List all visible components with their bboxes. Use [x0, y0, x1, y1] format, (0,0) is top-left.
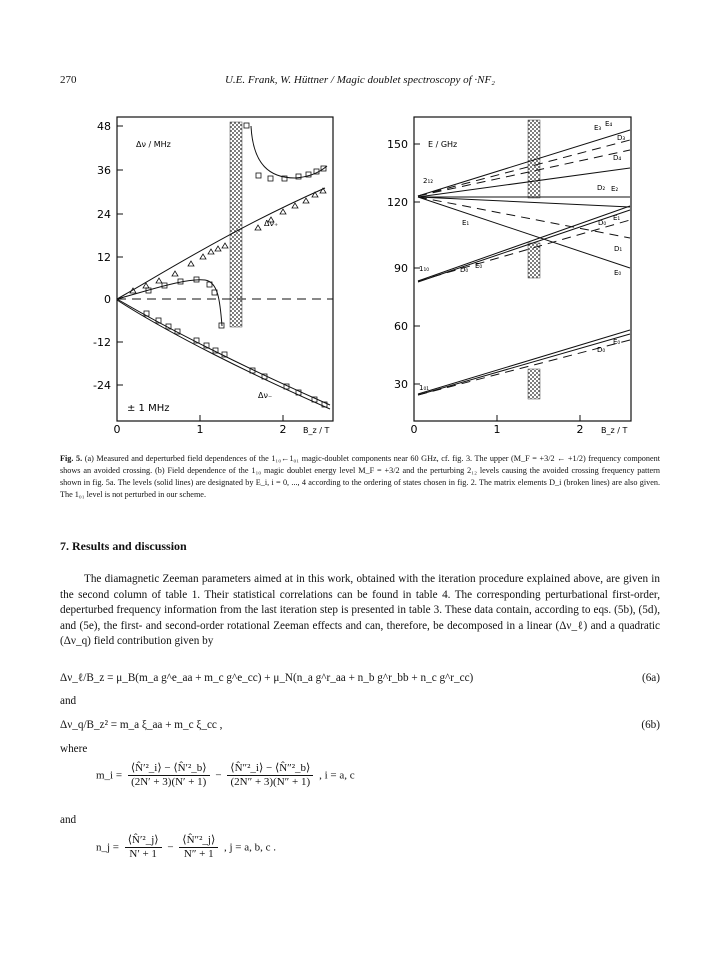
y-tick: 150	[387, 138, 408, 151]
level-label: D₃	[617, 134, 626, 142]
y-tick: 30	[394, 378, 408, 391]
level-lines	[418, 130, 630, 395]
y-axis-label: Δν / MHz	[136, 140, 171, 149]
level-label: D₂	[597, 184, 606, 192]
n-lhs: n_j =	[96, 841, 120, 854]
x-axis-label: B_z / T	[303, 426, 330, 435]
matrix-element-lines	[418, 140, 630, 395]
numerator: ⟨N̂″²_j⟩	[179, 834, 218, 848]
level-label: D₁	[614, 245, 623, 253]
y-tick: 12	[97, 251, 111, 264]
figure-5b-panel	[387, 117, 631, 436]
level-label: E₀	[613, 338, 621, 346]
caption-label: Fig. 5.	[60, 454, 83, 463]
m-fraction-1	[128, 762, 210, 789]
x-axis-label: B_z / T	[601, 426, 628, 435]
n-fraction-1	[125, 834, 162, 861]
x-tick: 1	[493, 423, 501, 436]
page-number: 270	[60, 74, 77, 86]
avoided-crossing-band	[230, 122, 242, 327]
m-lhs: m_i =	[96, 769, 123, 782]
y-tick: 90	[394, 262, 408, 275]
avoided-crossing-lower-branch	[117, 280, 222, 326]
avoided-crossing-band	[528, 243, 540, 278]
y-tick: 120	[387, 196, 408, 209]
x-tick: 2	[279, 423, 287, 436]
numerator: ⟨N̂′²_i⟩ − ⟨N̂′²_b⟩	[128, 762, 210, 776]
x-tick: 1	[196, 423, 204, 436]
scale-note: ± 1 MHz	[127, 403, 170, 414]
equation-6b-number: (6b)	[641, 719, 660, 731]
y-axis-label: E / GHz	[428, 140, 458, 149]
numerator: ⟨N̂′²_j⟩	[125, 834, 162, 848]
figure-5a-panel	[93, 117, 333, 436]
measured-upper-points	[130, 188, 326, 293]
level-label: 2₁₂	[423, 177, 434, 185]
level-label: D₀	[598, 219, 607, 227]
section-heading: 7. Results and discussion	[60, 539, 187, 553]
index-range: , i = a, c	[319, 769, 355, 782]
y-tick: 48	[97, 120, 111, 133]
y-tick: 0	[104, 293, 111, 306]
level-label: E₀	[614, 269, 622, 277]
denominator: (2N′ + 3)(N′ + 1)	[131, 776, 207, 788]
equation-6a	[60, 672, 660, 684]
y-tick: 36	[97, 164, 111, 177]
curve-label-minus: Δν₋	[258, 391, 273, 400]
minus-sign: −	[215, 769, 222, 782]
connector-and: and	[60, 695, 77, 707]
equation-n-j	[96, 834, 276, 861]
y-tick: -24	[93, 379, 111, 392]
equation-6a-body: Δν_ℓ/B_z = μ_B(m_a g^e_aa + m_c g^e_cc) + μ_N(n_a g^r_aa + n_b g^r_bb + n_c g^r_cc)	[60, 672, 474, 684]
avoided-crossing-upper-branch	[251, 126, 327, 178]
x-tick: 2	[576, 423, 584, 436]
equation-6b	[60, 719, 660, 731]
equation-6a-number: (6a)	[641, 672, 660, 684]
level-label: 1₀₁	[419, 384, 430, 392]
body-paragraph: The diamagnetic Zeeman parameters aimed at in this work, obtained with the iteration procedure explained above, are given in the second column of table 1. Their statistical correlations can be found in table 4. The corresponding perturbational first-order, deperturbed frequency information from the last iteration step is presented in table 3. These data contain, according to eqs. (5b), (5d), and (5e), the first- and second-order rotational Zeeman effects and can, therefore, be decomposed in a linear (Δν_ℓ) and a quadratic (Δν_q) field contribution given by	[60, 573, 660, 648]
y-tick: 24	[97, 208, 111, 221]
denominator: N″ + 1	[183, 848, 214, 860]
x-tick: 0	[113, 423, 121, 436]
level-label: D₀	[460, 266, 469, 274]
denominator: N′ + 1	[129, 848, 157, 860]
level-label: E₁	[462, 219, 470, 227]
level-label: E₀	[475, 262, 483, 270]
plot-frame	[414, 117, 631, 421]
level-label: 1₁₀	[419, 265, 430, 273]
curve-label-plus: Δν₊	[264, 219, 279, 228]
level-label: D₀	[597, 346, 606, 354]
minus-sign: −	[167, 841, 174, 854]
level-label: E₄	[605, 120, 613, 128]
figure-5	[0, 0, 720, 450]
running-head: U.E. Frank, W. Hüttner / Magic doublet spectroscopy of ·NF₂	[224, 74, 496, 86]
caption-text: (a) Measured and deperturbed field dependences of the 1₁₀←1₀₁ magic-doublet components near 60 GHz, cf. fig. 3. The upper (M_F = +3/2 ← +1/2) frequency component shows an avoided crossing. (b) Field dependence of the 1₁₀ magic doublet energy level M_F = +3/2 and the perturbing 2₁₂ levels causing the avoided crossing frequency pattern shown in fig. 5a. The levels (solid lines) are designated by E_i, i = 0, ..., 4 according to the ordering of states chosen in fig. 2. The matrix elements D_i (broken lines) are also given. The 1₀₁ level is not perturbed in our scheme.	[60, 454, 660, 499]
n-fraction-2	[179, 834, 218, 861]
measured-upper-branch-points	[244, 123, 326, 181]
x-tick: 0	[410, 423, 418, 436]
level-label: E₃	[594, 124, 602, 132]
denominator: (2N″ + 3)(N″ + 1)	[230, 776, 311, 788]
measured-hump-points	[146, 277, 224, 328]
level-label: D₄	[613, 154, 622, 162]
m-fraction-2	[227, 762, 313, 789]
level-label: E₂	[611, 185, 619, 193]
equation-m-i	[96, 762, 355, 789]
equation-6b-body: Δν_q/B_z² = m_a ξ_aa + m_c ξ_cc ,	[60, 719, 223, 731]
numerator: ⟨N̂″²_i⟩ − ⟨N̂″²_b⟩	[227, 762, 313, 776]
index-range: , j = a, b, c .	[224, 841, 277, 854]
connector-where: where	[60, 743, 88, 755]
y-tick: -12	[93, 336, 111, 349]
figure-caption	[60, 453, 660, 501]
connector-and: and	[60, 814, 77, 826]
avoided-crossing-band	[528, 369, 540, 399]
plot-frame	[117, 117, 333, 421]
level-label: E₁	[613, 214, 621, 222]
y-tick: 60	[394, 320, 408, 333]
